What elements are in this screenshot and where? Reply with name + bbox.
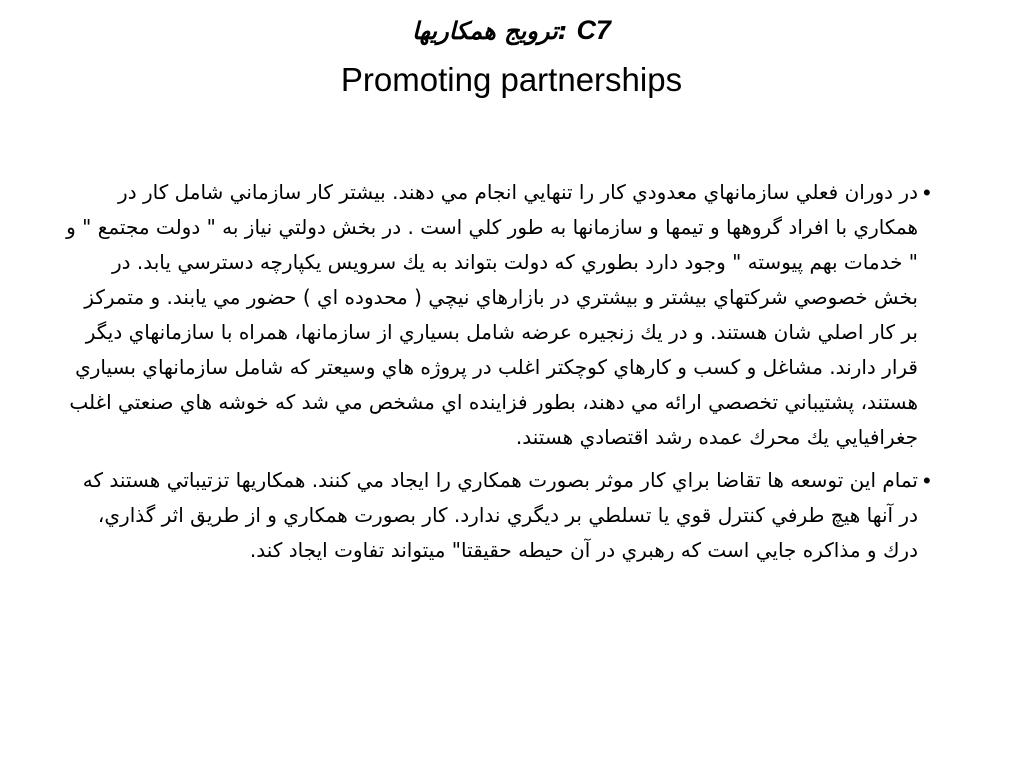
slide-title — [0, 12, 1023, 49]
bullet-item — [65, 463, 940, 568]
bullet-marker: • — [923, 468, 931, 493]
bullet-list — [65, 175, 940, 576]
bullet-text: در دوران فعلي سازمانهاي معدودي كار را تنهايي انجام مي دهند. بيشتر كار سازماني شامل كار در همكاري با افراد گروهها و تيمها و سازمانها به طور كلي است . در بخش دولتي نياز به " دولت مجتمع " و " خدمات بهم پيوسته " وجود دارد بطوري كه دولت بتواند به يك سرويس يكپارچه دسترسي يابد. در بخش خصوصي شركتهاي بيشتر و بيشتري در بازارهاي نيچي ( محدوده اي ) حضور مي يابند. و متمركز بر كار اصلي شان هستند. و در يك زنجيره عرضه شامل بسياري از سازمانها، همراه با سازمانهاي ديگر قرار دارند. مشاغل و كسب و كارهاي كوچكتر اغلب در پروژه هاي وسيعتر كه شامل سازمانهاي بسياري هستند، پشتيباني تخصصي ارائه مي دهند، بطور فزاينده اي مشخص مي شد كه خوشه هاي صنعتي اغلب جغرافيايي يك محرك عمده رشد اقتصادي هستند. — [66, 180, 918, 449]
title-english: Promoting partnerships — [340, 61, 683, 98]
bullet-marker: • — [923, 180, 931, 205]
bullet-item — [65, 175, 940, 455]
title-code: C7 — [576, 15, 611, 45]
title-persian: ترويج همكاريها: — [412, 17, 568, 45]
bullet-text: تمام اين توسعه ها تقاضا براي كار موثر بصورت همكاري را ايجاد مي كنند. همكاريها تزتيباتي هستند كه در آنها هيچ طرفي كنترل قوي يا تسلطي بر ديگري ندارد. كار بصورت همكاري و از طريق اثر گذاري، درك و مذاكره جايي است كه رهبري در آن حيطه حقيقتا" ميتواند تفاوت ايجاد كند. — [82, 468, 918, 562]
